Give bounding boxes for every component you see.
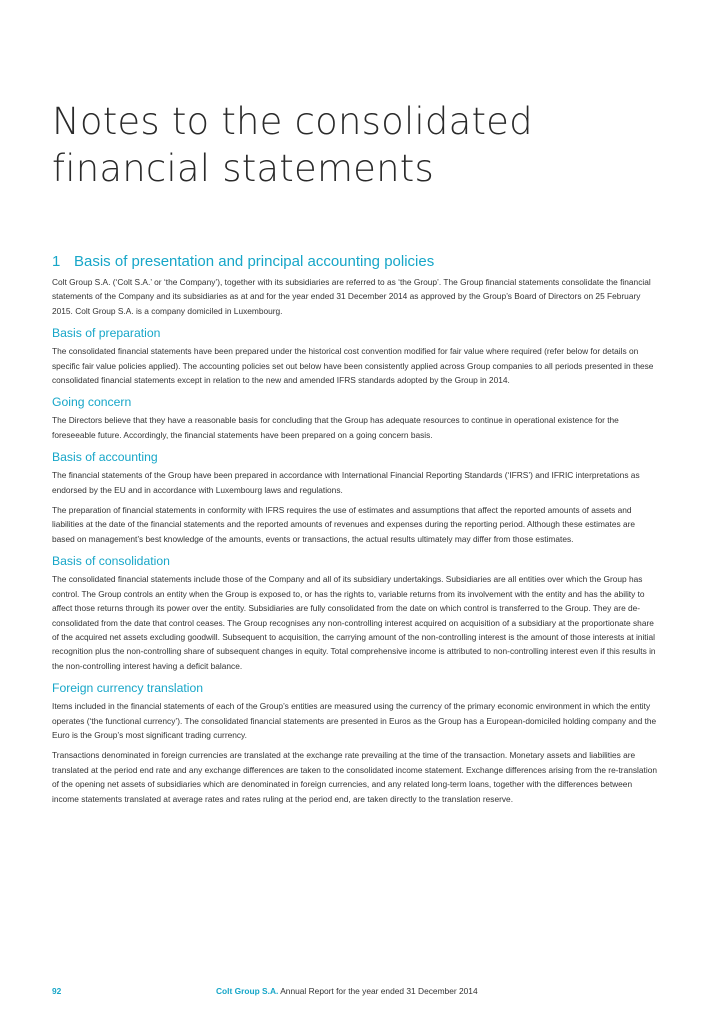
foreign-currency-paragraph-2: Transactions denominated in foreign currencies are translated at the exchange rate prevailing at the time of the transaction. Monetary assets and liabilities are translated at the period end rate and any exchange differences are taken to the consolidated income statement. Exchange differences arising from the re-translation of the opening net assets of subsidiaries which are denominated in foreign currencies, and any related long-term loans, together with the differences between income statements translated at average rates and rates ruling at the period end, are taken directly to the translation reserve. [52, 750, 657, 804]
footer-text [216, 985, 478, 997]
basis-of-preparation-paragraph: The consolidated financial statements have been prepared under the historical cost convention modified for fair value where required (refer below for details on specific fair value policies applied). The accounting policies set out below have been consistently applied across Group companies to all periods presented in these consolidated financial statements except in relation to the new and amended IFRS standards adopted by the Group in 2014. [52, 346, 654, 386]
footer-company-name: Colt Group S.A. [216, 986, 279, 996]
basis-of-preparation-heading: Basis of preparation [52, 326, 161, 341]
page-title-line-2: financial statements [52, 147, 434, 190]
section-title: Basis of presentation and principal accounting policies [74, 253, 435, 270]
foreign-currency-translation-heading: Foreign currency translation [52, 681, 204, 696]
basis-of-accounting-paragraph-2: The preparation of financial statements in conformity with IFRS requires the use of estimates and assumptions that affect the reported amounts of assets and liabilities at the date of the financial statements and the reported amounts of revenues and expenses during the reporting period. Although these estimates are based on management’s best knowledge of the amounts, events or transactions, the actual results ultimately may differ from those estimates. [52, 505, 636, 544]
basis-of-accounting-heading: Basis of accounting [52, 450, 158, 465]
page-title-line-1: Notes to the consolidated [52, 100, 533, 143]
footer-report-title: Annual Report for the year ended 31 December 2014 [280, 986, 478, 996]
notes-content [52, 252, 660, 812]
foreign-currency-paragraph-1: Items included in the financial statements of each of the Group’s entities are measured using the currency of the primary economic environment in which the entity operates (‘the functional currency’). The consolidated financial statements are presented in Euros as the Group has a European-domiciled holding company and the Euro is the Group’s most significant trading currency. [52, 701, 657, 740]
section-number: 1 [52, 253, 61, 270]
page-number: 92 [52, 986, 62, 996]
section-heading [52, 252, 660, 272]
basis-of-accounting-paragraph-1: The financial statements of the Group have been prepared in accordance with International Financial Reporting Standards (‘IFRS’) and IFRIC interpretations as endorsed by the EU and in accordance with Luxembourg laws and regulations. [52, 470, 640, 495]
section-intro-paragraph: Colt Group S.A. (‘Colt S.A.’ or ‘the Company’), together with its subsidiaries are referred to as ‘the Group’. The Group financial statements consolidate the financial statements of the Company and its subsidiaries as at and for the year ended 31 December 2014 as approved by the Group’s Board of Directors on 25 February 2015. Colt Group S.A. is a company domiciled in Luxembourg. [52, 277, 651, 316]
going-concern-heading: Going concern [52, 395, 132, 410]
going-concern-paragraph: The Directors believe that they have a reasonable basis for concluding that the Group has adequate resources to continue in operational existence for the foreseeable future. Accordingly, the financial statements have been prepared on a going concern basis. [52, 415, 619, 440]
basis-of-consolidation-paragraph: The consolidated financial statements include those of the Company and all of its subsidiary undertakings. Subsidiaries are all entities over which the Group has control. The Group controls an entity when the Group is exposed to, or has the rights to, variable returns from its involvement with the entity and has the ability to affect those returns through its power over the entity. Subsidiaries are fully consolidated from the date on which control is transferred to the Group. They are de-consolidated from the date that control ceases. The Group recognises any non-controlling interest acquired on acquisition of a subsidiary at the proportionate share of the acquired net assets excluding goodwill. Subsequent to acquisition, the carrying amount of the non-controlling interest is the amount of those interests at initial recognition plus the non-controlling share of subsequent changes in equity. Total comprehensive income is attributed to non-controlling interest even if this results in the non-controlling interest having a deficit balance. [52, 574, 656, 671]
basis-of-consolidation-heading: Basis of consolidation [52, 554, 170, 569]
page-title [52, 98, 672, 192]
